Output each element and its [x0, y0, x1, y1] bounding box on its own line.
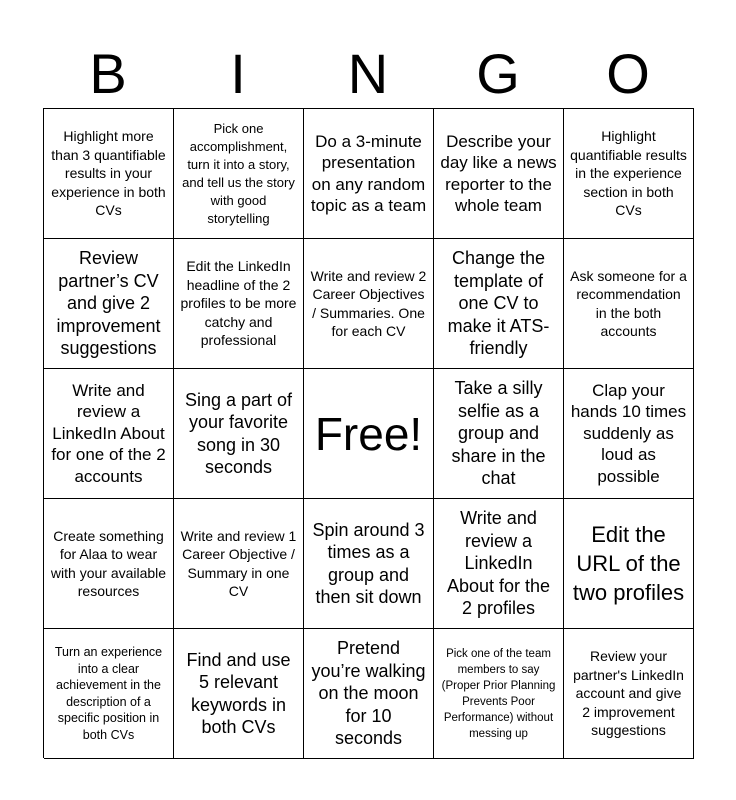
header-letter-g: G — [476, 42, 520, 105]
bingo-grid — [43, 108, 694, 758]
bingo-cell[interactable] — [174, 499, 304, 629]
bingo-cell[interactable] — [564, 499, 694, 629]
bingo-cell[interactable] — [434, 499, 564, 629]
cell-text: Find and use 5 relevant keywords in both CVs — [186, 649, 291, 737]
bingo-header — [43, 40, 693, 108]
header-letter-b: B — [89, 42, 127, 105]
cell-text: Pick one of the team members to say (Proper Prior Planning Prevents Poor Performance) without messing up — [441, 647, 556, 740]
cell-text: Write and review a LinkedIn About for one of the 2 accounts — [51, 380, 166, 486]
cell-text: Clap your hands 10 times suddenly as loud as possible — [570, 380, 687, 486]
bingo-cell[interactable] — [434, 109, 564, 239]
bingo-cell[interactable] — [44, 499, 174, 629]
cell-text: Edit the LinkedIn headline of the 2 profiles to be more catchy and professional — [180, 258, 297, 349]
cell-text: Pick one accomplishment, turn it into a story, and tell us the story with good storytelling — [182, 120, 295, 226]
cell-text: Do a 3-minute presentation on any random topic as a team — [310, 131, 427, 215]
bingo-cell[interactable] — [174, 629, 304, 759]
bingo-cell[interactable] — [434, 369, 564, 499]
bingo-cell[interactable] — [564, 109, 694, 239]
bingo-cell[interactable] — [44, 109, 174, 239]
cell-text: Pretend you’re walking on the moon for 10 seconds — [311, 638, 426, 749]
bingo-cell[interactable] — [174, 239, 304, 369]
cell-text: Review partner’s CV and give 2 improvement suggestions — [56, 248, 161, 359]
bingo-cell[interactable] — [174, 369, 304, 499]
cell-text: Turn an experience into a clear achievement in the description of a specific position in both CVs — [54, 645, 163, 742]
cell-text: Change the template of one CV to make it ATS-friendly — [447, 248, 550, 359]
cell-text: Describe your day like a news reporter to the whole team — [440, 131, 557, 215]
bingo-cell[interactable] — [564, 369, 694, 499]
header-letter-o: O — [606, 42, 650, 105]
cell-text: Create something for Alaa to wear with your available resources — [50, 527, 167, 599]
free-space-text: Free! — [314, 407, 423, 460]
bingo-cell[interactable] — [304, 629, 434, 759]
bingo-cell[interactable] — [564, 239, 694, 369]
cell-text: Write and review a LinkedIn About for the 2 profiles — [446, 508, 551, 619]
bingo-cell[interactable] — [434, 629, 564, 759]
cell-text: Highlight more than 3 quantifiable results in your experience in both CVs — [51, 128, 166, 219]
bingo-cell[interactable] — [564, 629, 694, 759]
bingo-cell[interactable] — [44, 369, 174, 499]
header-letter-i: I — [230, 42, 246, 105]
bingo-cell[interactable] — [44, 629, 174, 759]
cell-text: Review your partner's LinkedIn account and give 2 improvement suggestions — [573, 648, 684, 739]
cell-text: Write and review 1 Career Objective / Summary in one CV — [180, 527, 297, 599]
cell-text: Sing a part of your favorite song in 30 seconds — [184, 389, 293, 477]
cell-text: Ask someone for a recommendation in the both accounts — [570, 267, 687, 339]
cell-text: Spin around 3 times as a group and then sit down — [312, 519, 425, 607]
bingo-cell[interactable] — [304, 499, 434, 629]
free-space-cell[interactable] — [304, 369, 434, 499]
bingo-cell[interactable] — [304, 109, 434, 239]
bingo-cell[interactable] — [44, 239, 174, 369]
cell-text: Take a silly selfie as a group and share in the chat — [451, 378, 546, 489]
bingo-cell[interactable] — [174, 109, 304, 239]
bingo-cell[interactable] — [304, 239, 434, 369]
cell-text: Write and review 2 Career Objectives / Summaries. One for each CV — [310, 267, 427, 339]
header-letter-n: N — [347, 42, 389, 105]
bingo-cell[interactable] — [434, 239, 564, 369]
cell-text: Edit the URL of the two profiles — [572, 522, 685, 605]
cell-text: Highlight quantifiable results in the experience section in both CVs — [570, 128, 687, 219]
